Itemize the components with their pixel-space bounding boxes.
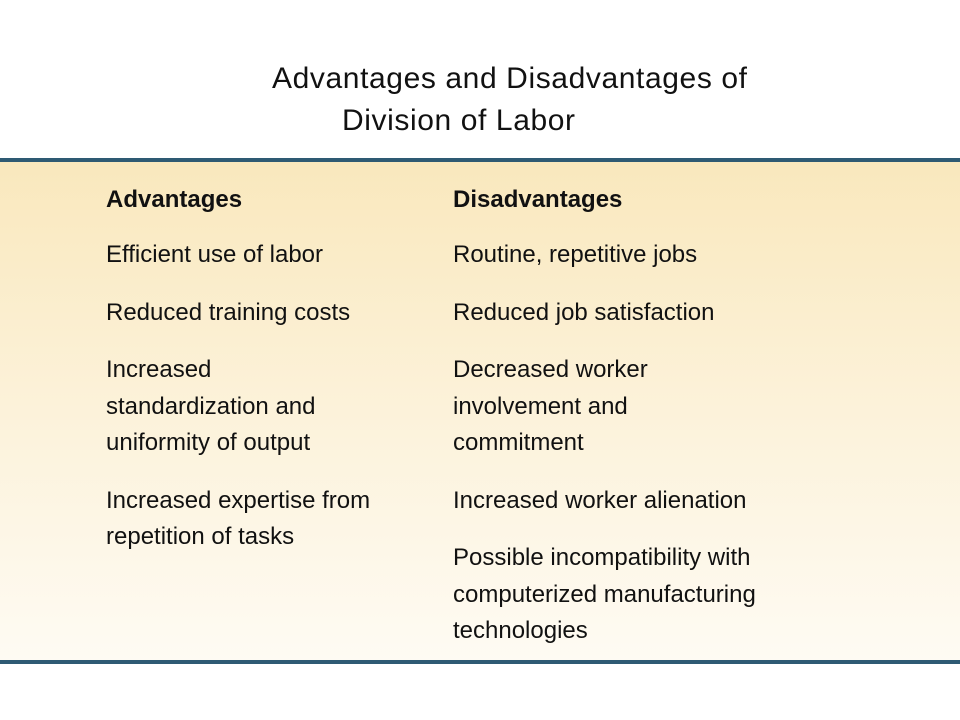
- disadvantage-item: Possible incompatibility with computerized manufacturing technologies: [453, 544, 756, 644]
- slide-title-line-1: Advantages and Disadvantages of: [272, 62, 748, 95]
- slide-title: [0, 58, 960, 142]
- disadvantage-item: Reduced job satisfaction: [453, 298, 715, 326]
- slide-title-line-2: Division of Labor: [342, 104, 576, 137]
- advantage-item: Reduced training costs: [106, 298, 351, 326]
- advantage-item: Increased standardization and uniformity of output: [106, 356, 316, 456]
- advantage-item: Increased expertise from repetition of tasks: [106, 486, 371, 550]
- advantages-header: Advantages: [106, 186, 243, 213]
- disadvantage-item: Increased worker alienation: [453, 486, 747, 514]
- disadvantages-column: [453, 182, 873, 671]
- disadvantage-item: Decreased worker involvement and commitment: [453, 356, 648, 456]
- disadvantage-item: Routine, repetitive jobs: [453, 241, 698, 268]
- advantages-column: [106, 182, 442, 577]
- advantage-item: Efficient use of labor: [106, 241, 324, 268]
- disadvantages-header: Disadvantages: [453, 186, 623, 213]
- comparison-panel: [0, 158, 960, 664]
